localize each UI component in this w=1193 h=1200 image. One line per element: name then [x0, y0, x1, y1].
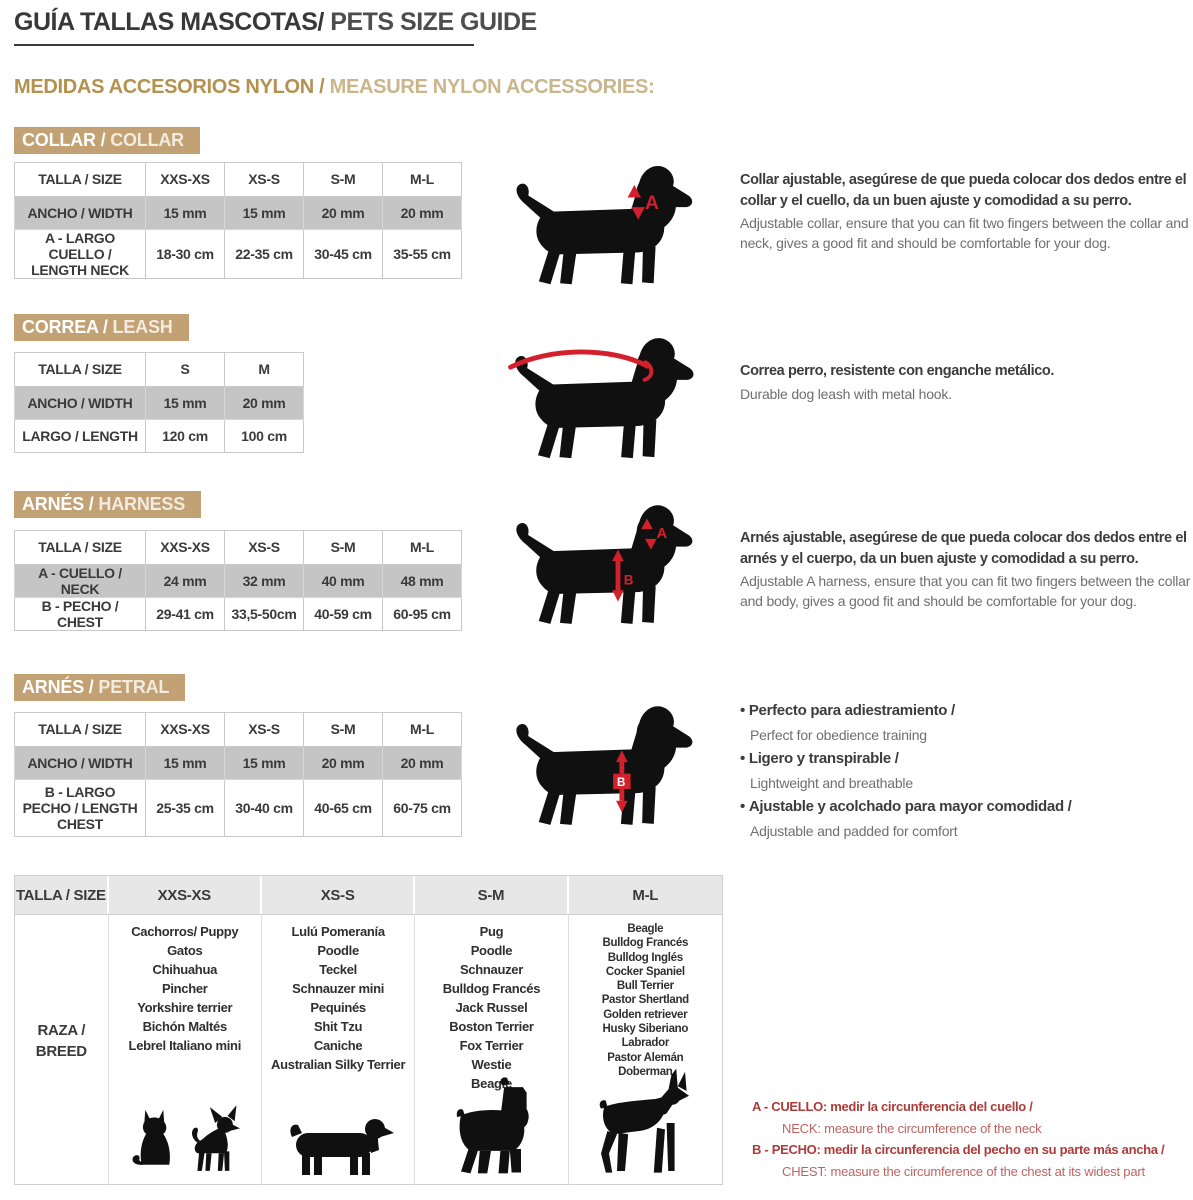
leash-description-en: Durable dog leash with metal hook. [740, 385, 952, 402]
cat-icon [129, 1099, 177, 1179]
section-header-collar: COLLAR / COLLAR [14, 127, 200, 154]
breed-header-xxs-xs: XXS-XS [109, 876, 262, 914]
svg-text:A: A [644, 193, 659, 215]
note-chest-en: CHEST: measure the circumference of the chest at its widest part [782, 1164, 1145, 1179]
breed-row-label: RAZA / BREED [35, 1022, 87, 1060]
leash-size-table [14, 352, 304, 453]
breed-header-m-l: M-L [569, 876, 722, 914]
note-neck-en: NECK: measure the circumference of the neck [782, 1121, 1042, 1136]
table-row: ANCHO / WIDTH 15 mm 15 mm 20 mm 20 mm [15, 747, 462, 780]
feature-es: • Ligero y transpirable / [740, 747, 1192, 771]
page-subtitle [14, 76, 654, 99]
breed-column-m-l [569, 915, 722, 1185]
harness-size-table [14, 530, 462, 631]
leash-description [740, 361, 1192, 404]
breed-column-xs-s [262, 915, 415, 1185]
page-title-en: PETS SIZE GUIDE [323, 8, 537, 36]
breed-header-label: TALLA / SIZE [15, 876, 109, 914]
leash-description-es: Correa perro, resistente con enganche metálico. [740, 363, 1055, 379]
dog-with-harness-icon [502, 492, 705, 634]
chihuahua-icon [185, 1099, 240, 1179]
table-row: A - CUELLO / NECK 24 mm 32 mm 40 mm 48 mm [15, 565, 462, 598]
table-row: TALLA / SIZE XXS-XS XS-S S-M M-L [15, 713, 462, 747]
section-header-leash: CORREA / LEASH [14, 314, 189, 341]
petral-feature-list [740, 699, 1192, 843]
table-row: TALLA / SIZE XXS-XS XS-S S-M M-L [15, 531, 462, 565]
breed-size-table [14, 875, 723, 1185]
harness-description-es: Arnés ajustable, asegúrese de que pueda colocar dos dedos entre el arnés y el cuerpo, da un buen ajuste y comodidad a su perro. [740, 530, 1187, 567]
section-header-harness: ARNÉS / HARNESS [14, 491, 201, 518]
schnauzer-icon [447, 1074, 535, 1179]
measurement-notes [752, 1096, 1193, 1182]
collar-description-en: Adjustable collar, ensure that you can fit two fingers between the collar and neck, gives a good fit and should be comfortable for your dog. [740, 215, 1189, 252]
breed-row-label-cell [15, 915, 109, 1185]
feature-en: Lightweight and breathable [750, 775, 913, 791]
breed-list: Cachorros/ Puppy Gatos Chihuahua Pincher Yorkshire terrier Bichón Maltés Lebrel Italiano mini [128, 924, 242, 1053]
breed-header-s-m: S-M [415, 876, 568, 914]
breed-column-s-m [415, 915, 568, 1185]
collar-size-table [14, 162, 462, 279]
table-row: TALLA / SIZE S M [15, 353, 304, 387]
page-subtitle-en: MEASURE NYLON ACCESSORIES: [324, 76, 655, 98]
section-header-petral: ARNÉS / PETRAL [14, 674, 185, 701]
table-row: TALLA / SIZE XXS-XS XS-S S-M M-L [15, 163, 462, 197]
table-row: B - LARGO PECHO / LENGTH CHEST 25-35 cm 30-40 cm 40-65 cm 60-75 cm [15, 780, 462, 837]
breed-table-header [15, 876, 722, 914]
doberman-icon [589, 1067, 701, 1179]
table-row: LARGO / LENGTH 120 cm 100 cm [15, 420, 304, 453]
petral-size-table [14, 712, 462, 837]
note-neck-es: A - CUELLO: medir la circunferencia del cuello / [752, 1099, 1033, 1114]
harness-description [740, 528, 1192, 612]
table-row: ANCHO / WIDTH 15 mm 15 mm 20 mm 20 mm [15, 197, 462, 230]
dog-with-collar-icon [502, 156, 705, 291]
harness-description-en: Adjustable A harness, ensure that you can fit two fingers between the collar and body, gives a good fit and should be comfortable for your dog. [740, 573, 1191, 610]
dog-with-leash-icon [500, 328, 707, 465]
table-row: ANCHO / WIDTH 15 mm 20 mm [15, 387, 304, 420]
dog-with-chest-strap-icon [502, 694, 705, 834]
collar-description [740, 170, 1192, 254]
collar-description-es: Collar ajustable, asegúrese de que pueda colocar dos dedos entre el collar y el cuello, da un buen ajuste y comodidad a su perro. [740, 172, 1187, 209]
breed-list: Lulú Pomeranía Poodle Teckel Schnauzer mini Pequinés Shit Tzu Caniche Australian Silky Terrier [271, 924, 406, 1072]
page-title-es: GUÍA TALLAS MASCOTAS/ [14, 8, 324, 36]
note-chest-es: B - PECHO: medir la circunferencia del pecho en su parte más ancha / [752, 1142, 1165, 1157]
breed-column-xxs-xs [109, 915, 262, 1185]
feature-en: Perfect for obedience training [750, 727, 927, 743]
svg-text:B: B [623, 572, 634, 588]
feature-en: Adjustable and padded for comfort [750, 823, 958, 839]
page-title [14, 8, 537, 46]
svg-text:B: B [617, 776, 626, 790]
table-row: A - LARGO CUELLO / LENGTH NECK 18-30 cm 22-35 cm 30-45 cm 35-55 cm [15, 230, 462, 279]
dachshund-icon [274, 1107, 402, 1179]
breed-header-xs-s: XS-S [262, 876, 415, 914]
page-subtitle-es: MEDIDAS ACCESORIOS NYLON / [14, 76, 325, 98]
feature-es: • Perfecto para adiestramiento / [740, 699, 1192, 723]
svg-text:A: A [656, 525, 668, 542]
table-row: B - PECHO / CHEST 29-41 cm 33,5-50cm 40-59 cm 60-95 cm [15, 598, 462, 631]
feature-es: • Ajustable y acolchado para mayor comodidad / [740, 795, 1192, 819]
breed-list: Beagle Bulldog Francés Bulldog Inglés Cocker Spaniel Bull Terrier Pastor Shertland Golden retriever Husky Siberiano Labrador Pastor Alemán Doberman [601, 923, 689, 1078]
breed-list: Pug Poodle Schnauzer Bulldog Francés Jack Russel Boston Terrier Fox Terrier Westie Beagle [442, 924, 541, 1091]
